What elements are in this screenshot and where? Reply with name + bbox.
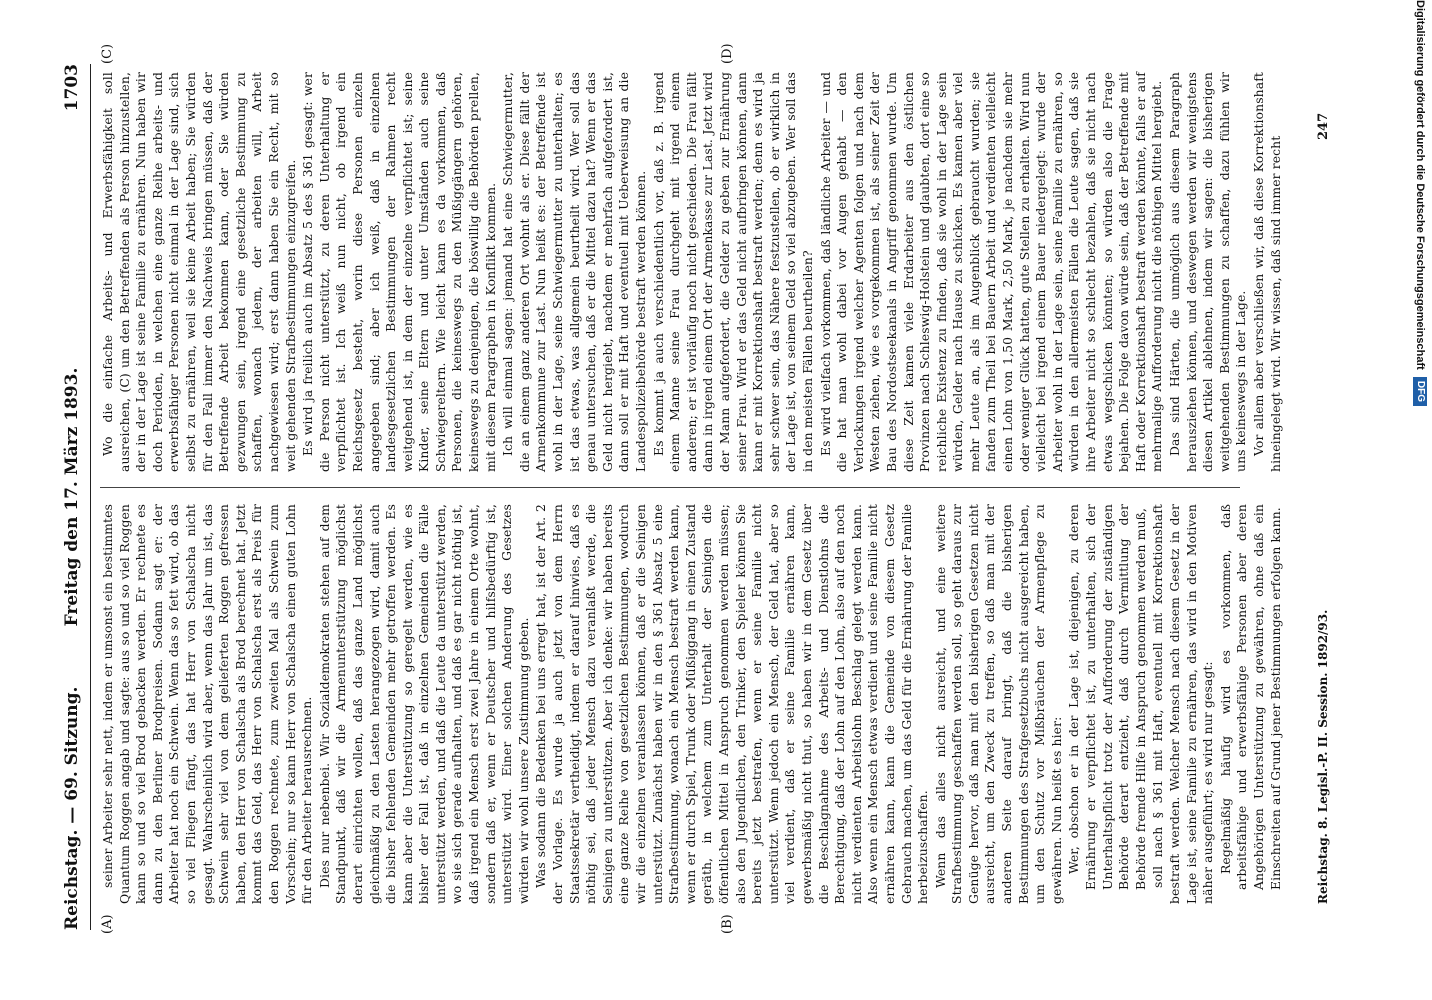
- right-paragraph: Es wird ja freilich auch im Absatz 5 des § 361 gesagt: wer die Person nicht unterstützt, zu deren Unterhaltung er verpflichtet ist. Ich weiß nun nicht, ob irgend ein Reichsgesetz besteht, worin diese Personen einzeln angegeben sind; aber ich weiß, daß in einzelnen landesgesetzlichen Bestimmungen der Rahmen recht weitgehend ist, in dem der einzelne verpflichtet ist; seine Kinder, seine Eltern und unter Umständen auch seine Schwiegereltern. Wie leicht kann es da vorkommen, daß Personen, die keineswegs zu den Müßiggängern gehören, keineswegs zu denjenigen, die böswillig die Behörden prellen, mit diesem Paragraphen in Konflikt kommen.: [300, 72, 498, 472]
- left-paragraph: Dies nur nebenbei. Wir Sozialdemokraten stehen auf dem Standpunkt, daß wir die Armenunterstützung möglichst derart einrichten wollen, daß das ganze Land möglichst gleichmäßig zu den Lasten herangezogen wird, damit auch die bisher fehlenden Gemeinden mehr getroffen werden. Es kann aber die Unterstützung so geregelt werden, wie es bisher der Fall ist, daß in einzelnen Gemeinden die Fälle unterstützt werden, und daß die Leute da unterstützt werden, wo sie sich gerade aufhalten, und daß es gar nicht nöthig ist, daß irgend ein Mensch erst zwei Jahre in einem Orte wohnt, sondern daß er, wenn er Deutscher und hilfsbedürftig ist, unterstützt wird. Einer solchen Anderung des Gesetzes würden wir wohl unsere Zustimmung geben.: [316, 504, 531, 904]
- right-paragraph: Es kommt ja auch verschiedentlich vor, daß z. B. irgend einem Manne seine Frau durchgeht mit irgend einem anderen; er ist vorläufig noch nicht geschieden. Die Frau fällt dann in irgend einem Ort der Armenkasse zur Last. Jetzt wird der Mann aufgefordert, die Gelder zu geben zur Ernährung seiner Frau. Wird er das Geld nicht aufbringen können, dann kann er mit Korrektionshaft bestraft werden; denn es wird ja sehr schwer sein, das Nähere festzustellen, ob er wirklich in der Lage ist, von seinem Geld so viel abzugeben. Wer soll das in den meisten Fällen beurtheilen?: [650, 72, 815, 472]
- left-paragraph: seiner Arbeiter sehr nett, indem er umsonst ein bestimmtes Quantum Roggen angab und sagte: aus so und so viel Roggen kann so und so viel Brod gebacken werden. Er rechnete es dann zu den Berliner Brodpreisen. Sodann sagt er: der Arbeiter hat noch ein Schwein. Wenn das so fett wird, ob das so viel Fliegen fängt, das hat Herr von Schalscha nicht gesagt. Wahrscheinlich wird aber, wenn das Jahr um ist, das Schwein sehr viel von dem gelieferten Roggen gefressen haben, den Herr von Schalscha als Brod berechnet hat. Jetzt kommt das Geld, das Herr von Schalscha erst als Preis für den Roggen rechnete, zum zweiten Mal als Schwein zum Vorschein; nur so kann Herr von Schalscha einen guten Lohn für den Arbeiter herausrechnen.: [100, 504, 315, 904]
- footer-sheet-number: 247: [1316, 112, 1331, 140]
- left-paragraph: soll nach § 361 mit Haft, eventuell mit Korrektionshaft bestraft werden. Welcher Mensch nach diesem Gesetz in der Lage ist, seine Familie zu ernähren, das wird in den Motiven näher ausgeführt; es wird nur gesagt:: [1150, 504, 1216, 904]
- margin-marker-c: (C): [100, 43, 115, 64]
- header-rule: [90, 64, 91, 930]
- header-date: Freitag den 17. März 1893.: [62, 367, 82, 627]
- dfg-sidebar: [1408, 0, 1432, 1000]
- right-column: [100, 72, 1300, 472]
- page-header: [52, 64, 92, 930]
- right-paragraph: Es wird vielfach vorkommen, daß ländliche Arbeiter — und die hat man wohl dabei vor Augen gehabt — den Verlockungen irgend welcher Agenten folgen und nach dem Westen ziehen, wie es vorgekommen ist, als seiner Zeit der Bau des Nordostseekanals in Angriff genommen wurde. Um diese Zeit kamen viele Erdarbeiter aus den östlichen Provinzen nach Schleswig-Holstein und glaubten, dort eine so reichliche Existenz zu finden, daß sie wohl in der Lage sein würden, Gelder nach Hause zu schicken. Es kamen aber viel mehr Leute an, als im Augenblick gebraucht wurden; sie fanden zum Theil bei Bauern Arbeit und verdienten vielleicht einen Lohn von 1,50 Mark, 2,50 Mark, je nachdem sie mehr oder weniger Glück hatten, gute Stellen zu erhalten. Wird nun vielleicht bei irgend einem Bauer niedergelegt: wurde der Arbeiter wohl in der Lage sein, seine Familie zu ernähren, so würden in den allermeisten Fällen die Leute sagen, daß sie ihre Arbeiter nicht so schlecht bezahlen, daß sie nicht nach etwas wegschicken könnten; so würden also die Frage bejahen. Die Folge davon würde sein, daß der Betreffende mit Haft oder Korrektionshaft bestraft werden könnte, falls er auf mehrmalige Aufforderung nicht die nöthigen Mittel hergiebt.: [817, 72, 1165, 472]
- footer-imprint: Reichstag. 8. Legisl.-P. II. Session. 1892/93.: [1316, 609, 1330, 904]
- margin-marker-d: (D): [720, 43, 735, 64]
- right-paragraph: Vor allem aber verschließen wir, daß diese Korrektionshaft hineingelegt wird. Wir wissen, daß sind immer recht: [1250, 72, 1283, 472]
- right-paragraph: Wo die einfache Arbeits- und Erwerbsfähigkeit soll ausreichen, (C) um den Betreffenden als Person hinzustellen, der in der Lage ist seine Familie zu ernähren. Nun haben wir doch Perioden, in welchen eine ganze Reihe arbeits- und erwerbsfähiger Personen nicht einmal in der Lage sind, sich selbst zu ernähren, weil sie keine Arbeit haben; Sie würden für den Fall immer den Nachweis bringen müssen, daß der Betreffende Arbeit bekommen kann, oder Sie würden gezwungen sein, irgend eine gesetzliche Bestimmung zu schaffen, wonach jedem, der arbeiten will, Arbeit nachgewiesen wird; erst dann haben Sie ein Recht, mit so weit gehenden Strafbestimmungen einzugreifen.: [100, 72, 298, 472]
- header-session: Reichstag. — 69. Sitzung.: [62, 686, 82, 930]
- dfg-logo: DFG: [1413, 377, 1427, 406]
- left-paragraph: Was sodann die Bedenken bei uns erregt hat, ist der Art. 2 der Vorlage. Es wurde ja auch jetzt von dem Herrn Staatssekretär vertheidigt, indem er darauf hinwies, daß es nöthig sei, daß jeder Mensch dazu veranlaßt werde, die Seinigen zu unterstützen. Aber ich denke: wir haben bereits eine ganze Reihe von gesetzlichen Bestimmungen, wodurch wir die einzelnen veranlassen können, daß er die Seinigen unterstützt. Zunächst haben wir in den § 361 Absatz 5 eine Strafbestimmung, wonach ein Mensch bestraft werden kann, wenn er durch Spiel, Trunk oder Müßiggang in einen Zustand geräth, in welchem zum Unterhalt der Seinigen die öffentlichen Mittel in Anspruch genommen werden müssen; also den Jugendlichen, den Trinker, den Spieler können Sie bereits jetzt bestrafen, wenn er seine Familie nicht unterstützt. Wenn jedoch ein Mensch, der Geld hat, aber so viel verdient, daß er seine Familie ernähren kann, gewerbsmäßig nicht thut, so haben wir in dem Gesetz über die Beschlagnahme des Arbeits- und Dienstlohns die Berechtigung, daß der Lohn auf den Lohn, also auf den noch nicht verdienten Arbeitslohn Beschlag gelegt werden kann. Also wenn ein Mensch etwas verdient und seine Familie nicht ernähren kann, kann die Gemeinde von diesem Gesetz Gebrauch machen, um das Geld für die Ernährung der Familie herbeizuschaffen.: [533, 504, 931, 904]
- left-column: [100, 504, 1300, 904]
- dfg-credit-text: Digitalisierung gefördert durch die Deutsche Forschungsgemeinschaft: [1414, 0, 1426, 370]
- header-page-number: 1703: [62, 64, 82, 112]
- column-divider: [100, 487, 1240, 488]
- dfg-credit: [1408, 0, 1432, 1000]
- left-quote: Wer, obschon er in der Lage ist, diejenigen, zu deren Ernährung er verpflichtet ist, zu unterhalten, sich der Unterhaltspflicht trotz der Aufforderung der zuständigen Behörde derart entzieht, daß durch Vermittlung der Behörde fremde Hilfe in Anspruch genommen werden muß,: [1066, 504, 1148, 890]
- right-paragraph: Ich will einmal sagen: jemand hat eine Schwiegermutter, die an einem ganz anderen Ort wohnt als er. Diese fällt der Armenkommune zur Last. Nun heißt es: der Betreffende ist wohl in der Lage, seine Schwiegermutter zu unterhalten; es ist das etwas, was allgemein beurtheilt wird. Wer soll das genau untersuchen, daß er die Mittel dazu hat? Wenn er das Geld nicht hergiebt, nachdem er mehrfach aufgefordert ist, dann soll er mit Haft und eventuell mit Ueberweisung an die Landespolizeibehörde bestraft werden können.: [500, 72, 648, 472]
- left-paragraph: Wenn das alles nicht ausreicht, und eine weitere Strafbestimmung geschaffen werden soll, so geht daraus zur Genüge hervor, daß man mit den bisherigen Gesetzen nicht ausreicht, um den Zweck zu treffen, so daß man mit der anderen Seite darauf bringt, daß die bisherigen Bestimmungen des Strafgesetzbuchs nicht ausgereicht haben, um den Schutz vor Mißbräuchen der Armenpflege zu gewähren. Nun heißt es hier:: [932, 504, 1064, 904]
- left-quote: Regelmäßig häufig wird es vorkommen, daß arbeitsfähige und erwerbsfähige Personen aber deren Angehörigen Unterstützung zu gewähren, ohne daß ein Einschreiten auf Grund jener Bestimmungen erfolgen kann.: [1217, 504, 1283, 890]
- margin-marker-b: (B): [720, 914, 735, 934]
- right-paragraph: Das sind Härten, die unmöglich aus diesem Paragraph herausziehen können, und deswegen werden wir wenigstens diesen Artikel ablehnen, indem wir sagen: die bisherigen weitgehenden Bestimmungen zu schaffen, dazu fühlen wir uns keineswegs in der Lage.: [1167, 72, 1249, 472]
- margin-marker-a: (A): [100, 914, 115, 934]
